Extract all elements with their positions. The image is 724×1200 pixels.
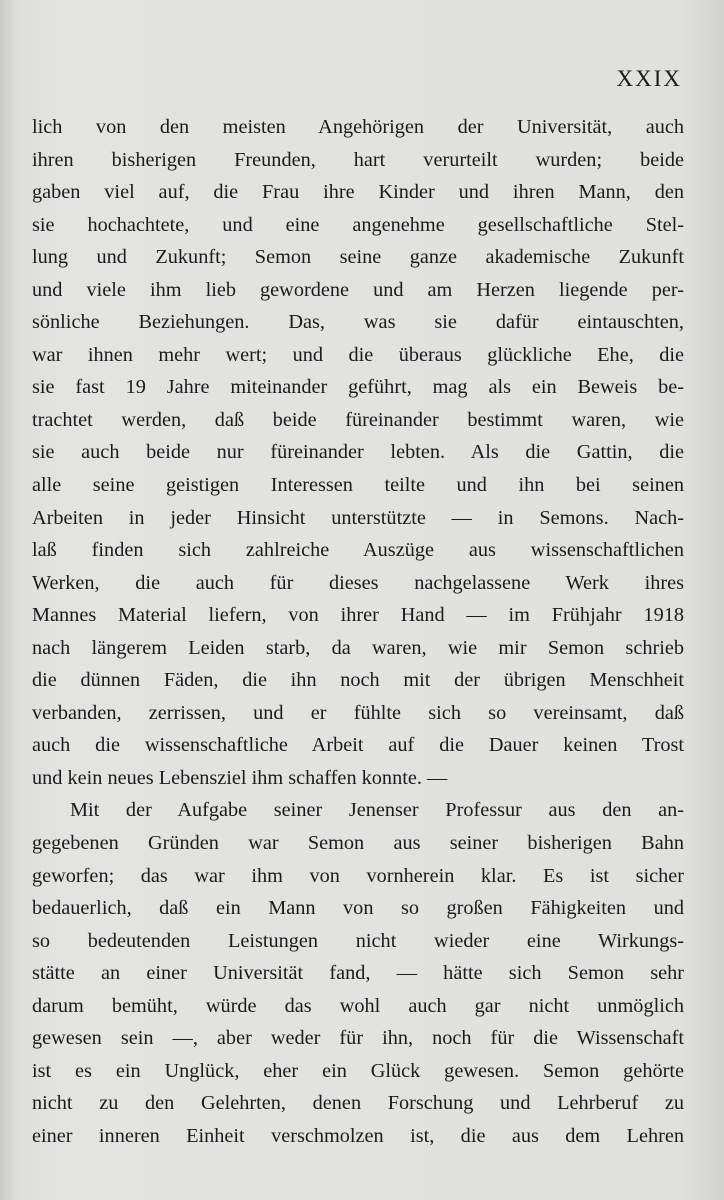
text-line: lung und Zukunft; Semon seine ganze akademische Zukunft [32, 246, 684, 269]
text-line: lich von den meisten Angehörigen der Universität, auch [32, 116, 684, 138]
text-line: die dünnen Fäden, die ihn noch mit der übrigen Menschheit [32, 669, 684, 692]
text-line: laß finden sich zahlreiche Auszüge aus wissenschaftlichen [32, 539, 684, 562]
body-text [32, 111, 684, 1153]
text-line: sönliche Beziehungen. Das, was sie dafür eintauschten, [32, 311, 684, 334]
text-line: sie auch beide nur füreinander lebten. Als die Gattin, die [32, 441, 684, 464]
text-line: bedauerlich, daß ein Mann von so großen Fähigkeiten und [32, 897, 684, 920]
text-line: Mannes Material liefern, von ihrer Hand — im Frühjahr 1918 [32, 604, 684, 627]
text-line: war ihnen mehr wert; und die überaus glückliche Ehe, die [32, 343, 684, 366]
paragraph-start-line: Mit der Aufgabe seiner Jenenser Professur aus den an- [70, 799, 684, 822]
text-line: trachtet werden, daß beide füreinander bestimmt waren, wie [32, 408, 684, 431]
text-line: nach längerem Leiden starb, da waren, wie mir Semon schrieb [32, 636, 684, 659]
text-line: und viele ihm lieb gewordene und am Herzen liegende per- [32, 278, 684, 301]
text-line: sie hochachtete, und eine angenehme gesellschaftliche Stel- [32, 213, 684, 236]
text-line: Arbeiten in jeder Hinsicht unterstützte — in Semons. Nach- [32, 506, 684, 529]
text-line: nicht zu den Gelehrten, denen Forschung und Lehrberuf zu [32, 1092, 684, 1115]
text-line: sie fast 19 Jahre miteinander geführt, mag als ein Beweis be- [32, 376, 684, 399]
text-line: einer inneren Einheit verschmolzen ist, die aus dem Lehren [32, 1124, 684, 1147]
text-line: ist es ein Unglück, eher ein Glück gewesen. Semon gehörte [32, 1059, 684, 1082]
page-number: XXIX [616, 66, 682, 91]
text-line: gewesen sein —, aber weder für ihn, noch für die Wissenschaft [32, 1027, 684, 1050]
text-line: auch die wissenschaftliche Arbeit auf die Dauer keinen Trost [32, 734, 684, 757]
text-line: alle seine geistigen Interessen teilte und ihn bei seinen [32, 474, 684, 497]
text-line: darum bemüht, würde das wohl auch gar nicht unmöglich [32, 994, 684, 1017]
text-line: Werken, die auch für dieses nachgelassene Werk ihres [32, 571, 684, 594]
paragraph-end-line: und kein neues Lebensziel ihm schaffen konnte. — [32, 766, 448, 789]
text-line: ihren bisherigen Freunden, hart verurteilt wurden; beide [32, 148, 684, 171]
text-line: geworfen; das war ihm von vornherein klar. Es ist sicher [32, 864, 684, 887]
text-line: stätte an einer Universität fand, — hätte sich Semon sehr [32, 962, 684, 985]
text-line: verbanden, zerrissen, und er fühlte sich so vereinsamt, daß [32, 701, 684, 724]
text-line: gaben viel auf, die Frau ihre Kinder und ihren Mann, den [32, 181, 684, 204]
text-line: gegebenen Gründen war Semon aus seiner bisherigen Bahn [32, 832, 684, 855]
text-line: so bedeutenden Leistungen nicht wieder eine Wirkungs- [32, 929, 684, 952]
